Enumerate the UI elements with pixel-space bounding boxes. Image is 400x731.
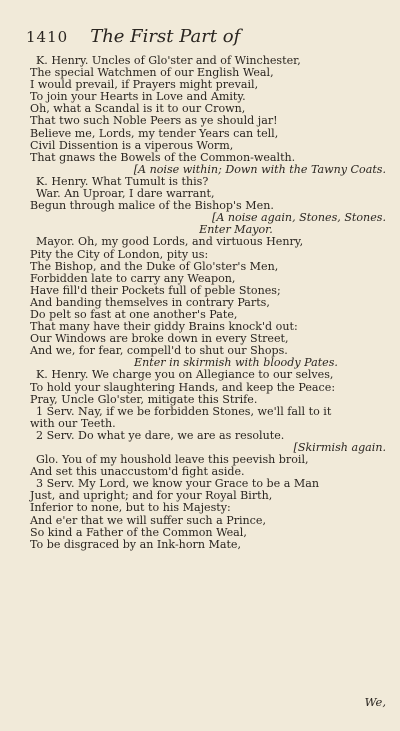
play-text [26,55,386,551]
verse-line: Have fill'd their Pockets full of peble Stones; [30,284,281,297]
verse-line: Our Windows are broke down in every Street, [30,333,289,346]
verse-line: That two such Noble Peers as ye should jar! [30,115,278,128]
verse-line: Civil Dissention is a viperous Worm, [30,139,234,152]
verse-line: Just, and upright; and for your Royal Birth, [30,490,273,503]
stage-direction: [A noise again, Stones, Stones. [212,212,386,225]
verse-line: And set this unaccustom'd fight aside. [30,466,245,479]
verse-line: Forbidden late to carry any Weapon, [30,272,236,285]
verse-line: Inferior to none, but to his Majesty: [30,502,231,515]
verse-line: And we, for fear, compell'd to shut our Shops. [30,345,288,358]
verse-line: Glo. You of my houshold leave this peevish broil, [36,454,309,467]
verse-line: K. Henry. What Tumult is this? [36,175,209,188]
verse-line: Pray, Uncle Glo'ster, mitigate this Strife. [30,393,258,406]
verse-line: That many have their giddy Brains knock'd out: [30,321,298,334]
verse-line: Do pelt so fast at one another's Pate, [30,308,238,321]
verse-line: War. An Uproar, I dare warrant, [36,188,215,201]
stage-direction: Enter in skirmish with bloody Pates. [134,357,338,370]
verse-line: To hold your slaughtering Hands, and keep the Peace: [30,381,336,394]
running-title: The First Part of [90,26,241,47]
verse-line: 1 Serv. Nay, if we be forbidden Stones, we'll fall to it [36,405,332,418]
page-number: 1410 [26,28,69,46]
verse-line: And e'er that we will suffer such a Prince, [30,514,266,527]
verse-line: The special Watchmen of our English Weal, [30,67,274,80]
page-header [26,26,386,47]
verse-line: K. Henry. We charge you on Allegiance to our selves, [36,369,334,382]
verse-line: with our Teeth. [30,417,116,430]
verse-line: That gnaws the Bowels of the Common-wealth. [30,151,296,164]
verse-line: 3 Serv. My Lord, we know your Grace to be a Man [36,478,319,491]
verse-line: Believe me, Lords, my tender Years can tell, [30,127,279,140]
catchword: We, [364,695,386,709]
verse-line: To join your Hearts in Love and Amity. [30,91,246,104]
verse-line: Oh, what a Scandal is it to our Crown, [30,103,246,116]
verse-line: To be disgraced by an Ink-horn Mate, [30,538,242,551]
verse-line: The Bishop, and the Duke of Glo'ster's Men, [30,260,279,273]
verse-line: Pity the City of London, pity us: [30,248,209,261]
verse-line: And banding themselves in contrary Parts, [30,296,270,309]
verse-line: Begun through malice of the Bishop's Men. [30,200,274,213]
verse-line: I would prevail, if Prayers might prevail, [30,79,259,92]
stage-direction: [Skirmish again. [293,442,386,454]
stage-direction: Enter Mayor. [199,224,273,237]
verse-line: K. Henry. Uncles of Glo'ster and of Winchester, [36,55,301,67]
verse-line: 2 Serv. Do what ye dare, we are as resolute. [36,429,285,442]
stage-direction: [A noise within; Down with the Tawny Coats. [133,163,386,176]
verse-line: Mayor. Oh, my good Lords, and virtuous Henry, [36,236,304,249]
verse-line: So kind a Father of the Common Weal, [30,526,247,539]
